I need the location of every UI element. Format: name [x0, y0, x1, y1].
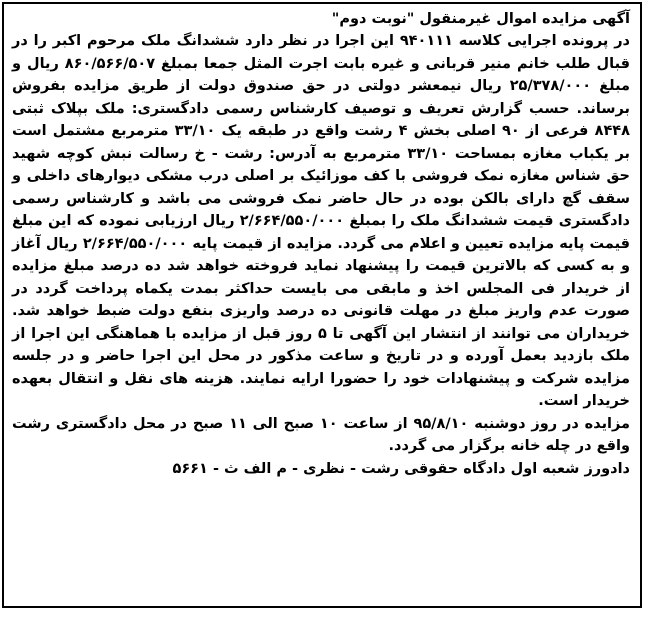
auction-notice — [2, 2, 642, 608]
auction-info: مزایده در روز دوشنبه ۹۵/۸/۱۰ از ساعت ۱۰ صبح الی ۱۱ صبح در محل دادگستری رشت واقع در چله خانه برگزار می گردد. — [12, 415, 630, 454]
notice-signature: دادورز شعبه اول دادگاه حقوقی رشت - نظری - م الف ث - ۵۶۶۱ — [172, 460, 630, 477]
notice-body: در پرونده اجرایی کلاسه ۹۴۰۱۱۱ این اجرا در نظر دارد ششدانگ ملک مرحوم اکبر را در قبال طلب خانم منیر قربانی و غیره بابت اجرت المثل جمعا بمبلغ ۸۶۰/۵۶۶/۵۰۷ ریال و مبلغ ۲۵/۳۷۸/۰۰۰ ریال نیمعشر دولتی در حق صندوق دولت از طریق مزایده بفروش برساند. حسب گزارش تعریف و توصیف کارشناس رسمی دادگستری: ملک بپلاک ثبتی ۸۴۴۸ فرعی از ۹۰ اصلی بخش ۴ رشت واقع در طبقه یک ۳۳/۱۰ مترمربع مشتمل است بر یکباب مغازه بمساحت ۳۳/۱۰ مترمربع به آدرس: رشت - خ رسالت نبش کوچه شهید حق شناس مغازه نمک فروشی با کف موزائیک بر اصلی درب مشکی دیوارهای داخلی و سقف گچ دارای بالکن بوده در حال حاضر نمک فروشی می باشد و کارشناس رسمی دادگستری قیمت ششدانگ ملک را بمبلغ ۲/۶۶۴/۵۵۰/۰۰۰ ریال ارزیابی نموده که این مبلغ قیمت پایه مزایده تعیین و اعلام می گردد. مزایده از قیمت پایه ۲/۶۶۴/۵۵۰/۰۰۰ ریال آغاز و به کسی که بالاترین قیمت را پیشنهاد نماید فروخته خواهد شد ده درصد مبلغ مزایده از خریدار فی المجلس اخذ و مابقی می بایست حداکثر بمدت یکماه پرداخت گردد در صورت عدم واریز مبلغ در مهلت قانونی ده درصد واریزی بنفع دولت ضبط خواهد شد. خریداران می توانند از انتشار این آگهی تا ۵ روز قبل از مزایده با هماهنگی این اجرا از ملک بازدید بعمل آورده و در تاریخ و ساعت مذکور در محل این اجرا حاضر و در جلسه مزایده شرکت و پیشنهادات خود را حضورا ارایه نمایند. هزینه های نقل و انتقال بعهده خریدار است. — [12, 33, 630, 409]
notice-title: آگهی مزایده اموال غیرمنقول "نوبت دوم" — [331, 11, 630, 27]
